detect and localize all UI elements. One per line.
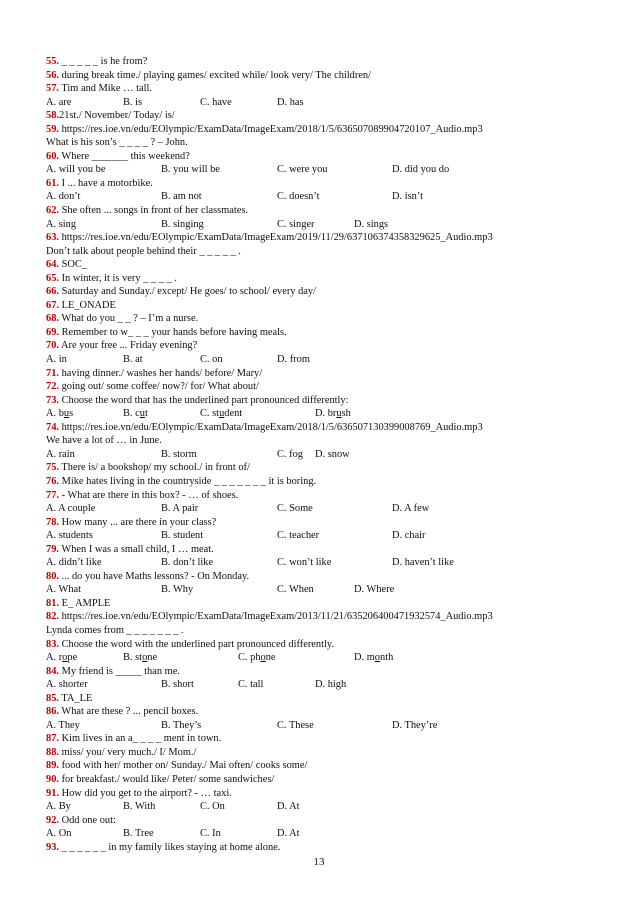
question-line [46, 82, 626, 96]
question-text: What is his son’s _ _ _ _ ? – John. [46, 137, 188, 149]
question-line [46, 258, 626, 272]
question-number: 80. [46, 570, 59, 582]
answer-option: D. sings [354, 218, 389, 230]
answer-option: C. doesn’t [277, 191, 320, 203]
question-line [46, 285, 626, 299]
answer-option: C. singer [277, 218, 315, 230]
answer-option: A. in [46, 354, 67, 366]
question-text: What do you _ _ ? – I’m a nurse. [59, 313, 199, 325]
answer-option: A. What [46, 584, 82, 596]
answer-option: A. are [46, 96, 72, 108]
question-text: https://res.ioe.vn/edu/EOlympic/ExamData/ImageExam/2019/11/29/637106374358329625_Audio.mp3 [59, 232, 493, 244]
answer-options-row [46, 502, 626, 516]
answer-options-row [46, 800, 626, 814]
answer-option: D. Where [354, 584, 395, 596]
question-line [46, 665, 626, 679]
question-number: 73. [46, 394, 59, 406]
question-text: There is/ a bookshop/ my school./ in front of/ [59, 462, 250, 474]
answer-option: B. at [123, 354, 143, 366]
question-text: When I was a small child, I … meat. [59, 543, 214, 555]
answer-option: B. you will be [161, 164, 220, 176]
question-number: 64. [46, 259, 59, 271]
question-text: _ _ _ _ _ _ in my family likes staying at home alone. [59, 841, 281, 853]
answer-option: B. is [123, 96, 143, 108]
question-line [46, 394, 626, 408]
question-list [46, 55, 626, 854]
answer-option: A. don’t [46, 191, 81, 203]
question-line [46, 272, 626, 286]
question-line [46, 177, 626, 191]
question-text: Saturday and Sunday./ except/ He goes/ to school/ every day/ [59, 286, 317, 298]
answer-option: C. Some [277, 503, 313, 515]
question-continuation [46, 624, 626, 638]
answer-option: A. didn’t like [46, 557, 102, 569]
question-text: Choose the word with the underlined part pronounced differently. [59, 638, 334, 650]
answer-option: C. phone [238, 652, 276, 664]
question-text: food with her/ mother on/ Sunday./ Mai often/ cooks some/ [59, 760, 308, 772]
answer-option: B. cut [123, 408, 148, 420]
question-number: 75. [46, 462, 59, 474]
question-line [46, 814, 626, 828]
question-text: Remember to w_ _ _ your hands before having meals. [59, 326, 287, 338]
answer-options-row [46, 827, 626, 841]
question-text: Are your free ... Friday evening? [59, 340, 198, 352]
question-text: How did you get to the airport? - … taxi. [59, 787, 232, 799]
question-number: 92. [46, 814, 59, 826]
question-text: What are these ? ... pencil boxes. [59, 706, 199, 718]
question-text: miss/ you/ very much./ I/ Mom./ [59, 746, 197, 758]
question-line [46, 367, 626, 381]
question-number: 61. [46, 177, 59, 189]
question-line [46, 326, 626, 340]
question-line [46, 204, 626, 218]
question-line [46, 732, 626, 746]
answer-option: D. month [354, 652, 394, 664]
question-line [46, 339, 626, 353]
question-text: LE_ONADE [59, 299, 116, 311]
question-line [46, 489, 626, 503]
question-number: 79. [46, 543, 59, 555]
answer-option: B. Why [161, 584, 194, 596]
answer-option: A. rain [46, 448, 75, 460]
answer-option: B. singing [161, 218, 204, 230]
answer-options-row [46, 719, 626, 733]
question-text: during break time./ playing games/ excited while/ look very/ The children/ [59, 69, 372, 81]
answer-option: A. will you be [46, 164, 106, 176]
answer-option: A. By [46, 801, 71, 813]
question-line [46, 312, 626, 326]
question-text: Don’t talk about people behind their _ _ _ _ _ . [46, 245, 241, 257]
answer-options-row [46, 163, 626, 177]
answer-options-row [46, 448, 626, 462]
answer-option: D. from [277, 354, 310, 366]
question-text: https://res.ioe.vn/edu/EOlympic/ExamData/ImageExam/2018/1/5/636507130399008769_Audio.mp3 [59, 421, 483, 433]
question-text: I ... have a motorbike. [59, 177, 153, 189]
question-text: having dinner./ washes her hands/ before/ Mary/ [59, 367, 263, 379]
question-line [46, 150, 626, 164]
answer-option: B. don’t like [161, 557, 214, 569]
question-text: for breakfast./ would like/ Peter/ some sandwiches/ [59, 773, 275, 785]
question-line [46, 692, 626, 706]
answer-option: D. did you do [392, 164, 450, 176]
answer-options-row [46, 678, 626, 692]
answer-option: C. These [277, 719, 314, 731]
answer-option: B. student [161, 530, 204, 542]
question-number: 76. [46, 475, 59, 487]
question-number: 55. [46, 56, 59, 67]
question-number: 78. [46, 516, 59, 528]
question-line [46, 610, 626, 624]
answer-option: A. students [46, 530, 93, 542]
question-number: 90. [46, 773, 59, 785]
question-number: 68. [46, 313, 59, 325]
answer-option: C. have [200, 96, 232, 108]
answer-option: A. shorter [46, 679, 88, 691]
question-number: 66. [46, 286, 59, 298]
answer-options-row [46, 651, 626, 665]
page-number: 13 [313, 856, 325, 868]
question-continuation [46, 245, 626, 259]
answer-option: D. isn’t [392, 191, 423, 203]
answer-option: C. On [200, 801, 225, 813]
question-line [46, 421, 626, 435]
answer-options-row [46, 529, 626, 543]
answer-option: A. rope [46, 652, 78, 664]
answer-option: D. At [277, 801, 300, 813]
question-number: 57. [46, 83, 59, 95]
question-number: 62. [46, 205, 59, 217]
question-line [46, 543, 626, 557]
answer-option: D. snow [315, 448, 350, 460]
answer-option: A. On [46, 828, 72, 840]
answer-option: C. tall [238, 679, 264, 691]
question-line [46, 461, 626, 475]
answer-option: B. Tree [123, 828, 154, 840]
answer-options-row [46, 96, 626, 110]
question-number: 72. [46, 381, 59, 393]
question-number: 81. [46, 597, 59, 609]
question-text: 21st./ November/ Today/ is/ [59, 110, 175, 122]
question-text: https://res.ioe.vn/edu/EOlympic/ExamData/ImageExam/2013/11/21/635206400471932574_Audio.mp3 [59, 611, 493, 623]
answer-option: B. A pair [161, 503, 199, 515]
question-line [46, 231, 626, 245]
question-text: https://res.ioe.vn/edu/EOlympic/ExamData/ImageExam/2018/1/5/636507089904720107_Audio.mp3 [59, 123, 483, 135]
question-text: Mike hates living in the countryside _ _ _ _ _ _ _ it is boring. [59, 475, 317, 487]
question-number: 74. [46, 421, 59, 433]
question-line [46, 516, 626, 530]
answer-options-row [46, 218, 626, 232]
question-text: Lynda comes from _ _ _ _ _ _ _ . [46, 624, 184, 636]
answer-option: A. A couple [46, 503, 96, 515]
question-line [46, 55, 626, 69]
answer-option: B. am not [161, 191, 202, 203]
question-text: In winter, it is very _ _ _ _ . [59, 272, 177, 284]
question-number: 84. [46, 665, 59, 677]
answer-option: C. teacher [277, 530, 320, 542]
answer-option: A. bus [46, 408, 74, 420]
answer-options-row [46, 556, 626, 570]
answer-options-row [46, 190, 626, 204]
question-line [46, 638, 626, 652]
question-line [46, 746, 626, 760]
question-number: 63. [46, 232, 59, 244]
answer-option: D. chair [392, 530, 426, 542]
answer-option: C. fog [277, 448, 303, 460]
question-line [46, 773, 626, 787]
question-line [46, 475, 626, 489]
question-text: E_ AMPLE [59, 597, 111, 609]
question-line [46, 380, 626, 394]
answer-option: B. With [123, 801, 156, 813]
question-number: 71. [46, 367, 59, 379]
answer-option: B. storm [161, 448, 197, 460]
question-line [46, 759, 626, 773]
question-number: 93. [46, 841, 59, 853]
question-line [46, 299, 626, 313]
question-number: 86. [46, 706, 59, 718]
question-line [46, 787, 626, 801]
answer-option: D. high [315, 679, 347, 691]
answer-option: C. In [200, 828, 221, 840]
question-number: 91. [46, 787, 59, 799]
question-line [46, 69, 626, 83]
question-number: 69. [46, 326, 59, 338]
question-number: 70. [46, 340, 59, 352]
question-number: 77. [46, 489, 59, 501]
answer-option: C. student [200, 408, 243, 420]
question-text: TA_LE [59, 692, 93, 704]
question-number: 88. [46, 746, 59, 758]
question-text: My friend is _____ than me. [59, 665, 180, 677]
answer-option: C. were you [277, 164, 328, 176]
question-continuation [46, 434, 626, 448]
question-number: 85. [46, 692, 59, 704]
answer-options-row [46, 407, 626, 421]
question-text: We have a lot of … in June. [46, 435, 162, 447]
question-text: going out/ some coffee/ now?/ for/ What about/ [59, 381, 259, 393]
question-text: Odd one out: [59, 814, 116, 826]
answer-option: C. won’t like [277, 557, 332, 569]
question-number: 89. [46, 760, 59, 772]
question-text: Tim and Mike … tall. [59, 83, 152, 95]
question-number: 60. [46, 150, 59, 162]
answer-option: A. They [46, 719, 80, 731]
question-text: How many ... are there in your class? [59, 516, 217, 528]
question-text: Choose the word that has the underlined part pronounced differently: [59, 394, 349, 406]
question-number: 87. [46, 733, 59, 745]
answer-option: B. stone [123, 652, 158, 664]
answer-option: D. They’re [392, 719, 438, 731]
question-line [46, 705, 626, 719]
question-number: 67. [46, 299, 59, 311]
question-text: Where _______ this weekend? [59, 150, 190, 162]
question-continuation [46, 136, 626, 150]
question-number: 59. [46, 123, 59, 135]
question-line [46, 841, 626, 855]
question-text: She often ... songs in front of her classmates. [59, 205, 249, 217]
question-number: 58. [46, 110, 59, 122]
question-number: 83. [46, 638, 59, 650]
answer-option: D. brush [315, 408, 351, 420]
question-line [46, 597, 626, 611]
question-number: 56. [46, 69, 59, 81]
answer-option: D. A few [392, 503, 430, 515]
question-text: _ _ _ _ _ is he from? [59, 56, 148, 67]
answer-options-row [46, 353, 626, 367]
answer-option: C. on [200, 354, 223, 366]
question-line [46, 109, 626, 123]
answer-option: D. haven’t like [392, 557, 454, 569]
answer-option: A. sing [46, 218, 77, 230]
question-text: SOC_ [59, 259, 88, 271]
question-line [46, 123, 626, 137]
answer-option: D. At [277, 828, 300, 840]
answer-option: C. When [277, 584, 314, 596]
question-number: 65. [46, 272, 59, 284]
answer-options-row [46, 583, 626, 597]
question-number: 82. [46, 611, 59, 623]
answer-option: D. has [277, 96, 304, 108]
question-text: Kim lives in an a_ _ _ _ ment in town. [59, 733, 222, 745]
question-text: - What are there in this box? - … of shoes. [59, 489, 239, 501]
question-text: ... do you have Maths lessons? - On Monday. [59, 570, 250, 582]
answer-option: B. They’s [161, 719, 202, 731]
answer-option: B. short [161, 679, 194, 691]
question-line [46, 570, 626, 584]
